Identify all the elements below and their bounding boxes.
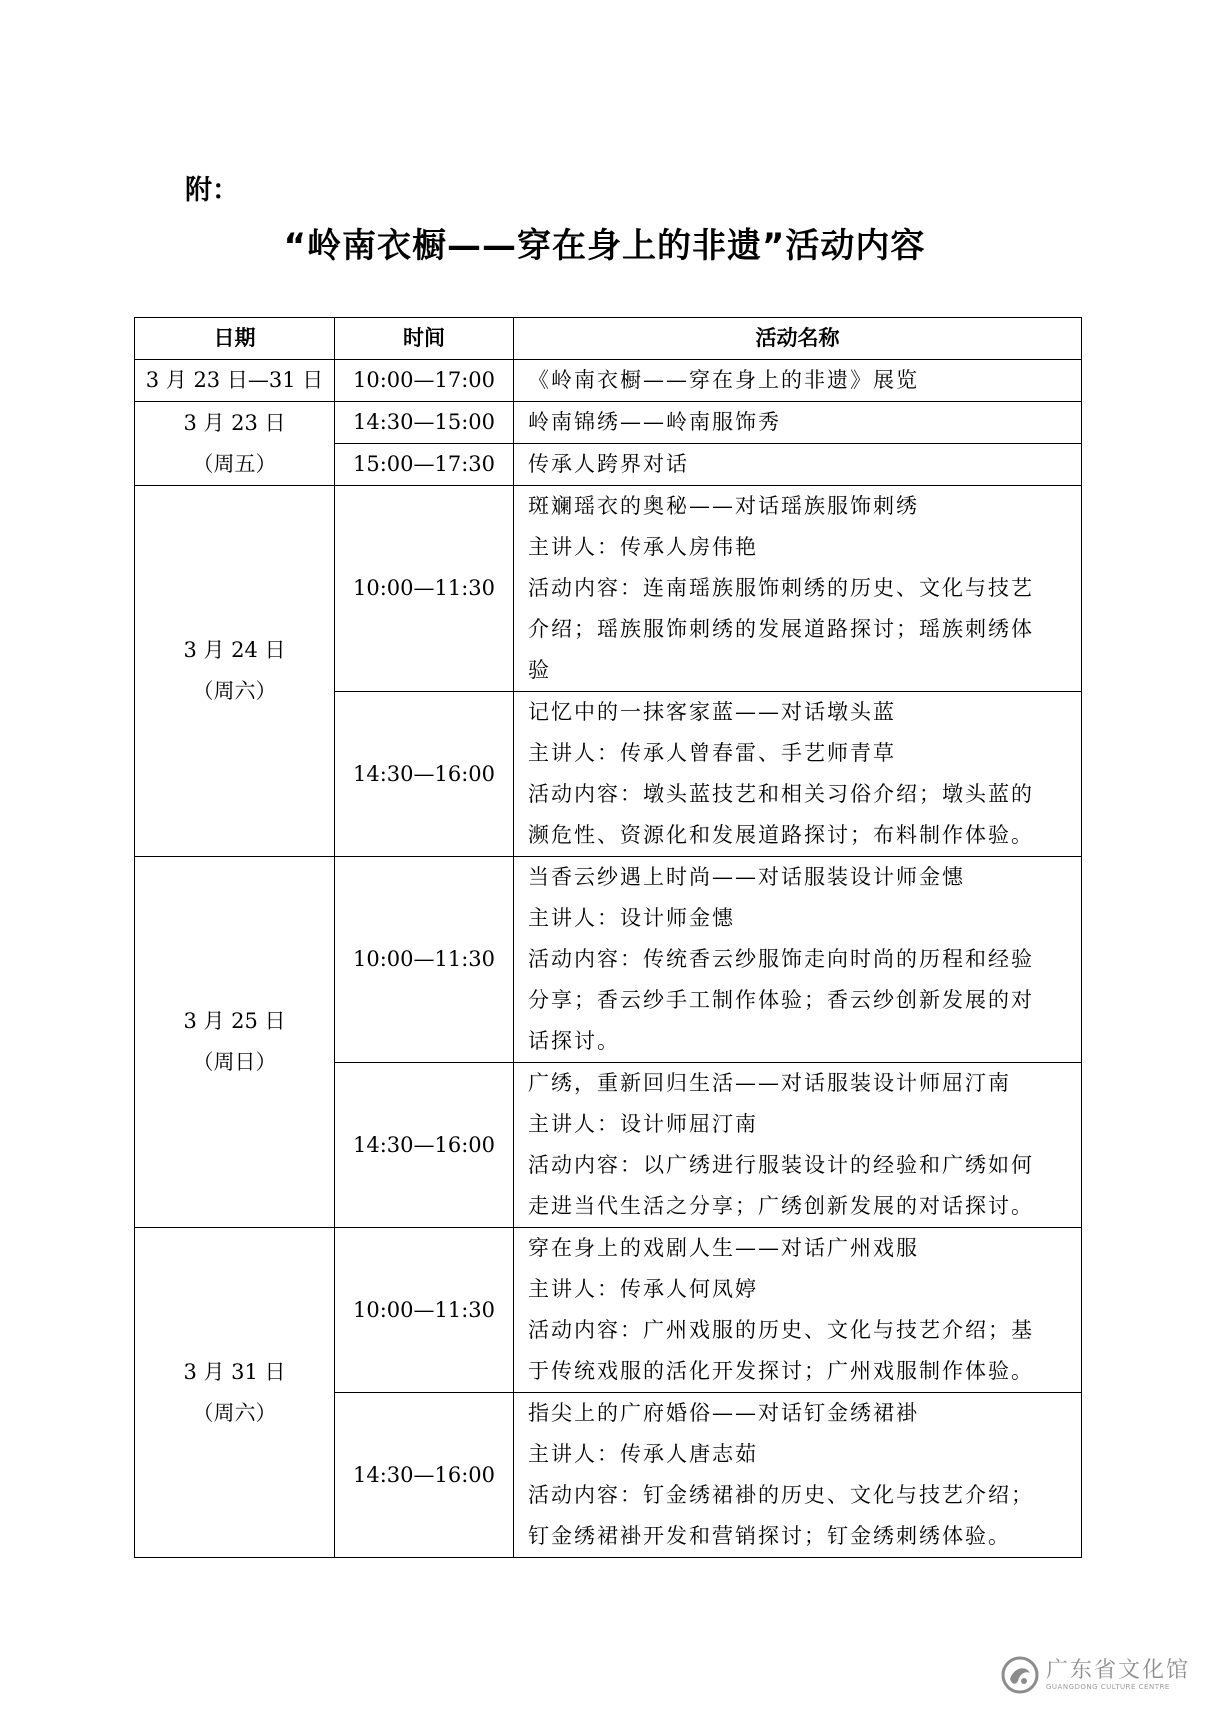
weekday-text: （周六）: [192, 679, 277, 703]
header-time: 时间: [335, 318, 514, 360]
date-text: 3 月 23 日—31 日: [145, 368, 324, 392]
activity-line: 验: [528, 658, 551, 682]
activity-line: 传承人跨界对话: [528, 452, 689, 476]
time-cell: 14:30—16:00: [335, 692, 514, 857]
activity-line: 主讲人：传承人唐志茹: [528, 1442, 758, 1466]
date-text: 3 月 25 日: [183, 1009, 286, 1033]
activity-line: 于传统戏服的活化开发探讨；广州戏服制作体验。: [528, 1359, 1034, 1383]
activity-line: 《岭南衣橱——穿在身上的非遗》展览: [528, 368, 919, 392]
page-title: “岭南衣橱——穿在身上的非遗”活动内容: [283, 226, 926, 266]
activity-line: 活动内容：传统香云纱服饰走向时尚的历程和经验: [528, 947, 1034, 971]
logo-name-en: GUANGDONG CULTURE CENTRE: [1046, 1682, 1170, 1691]
activity-line: 活动内容：钉金绣裙褂的历史、文化与技艺介绍；: [528, 1483, 1034, 1507]
date-cell: [135, 402, 335, 486]
table-row: [135, 857, 1082, 1063]
header-date: 日期: [135, 318, 335, 360]
logo-name-cn: 广东省文化馆: [1046, 1657, 1191, 1683]
activity-cell: [514, 444, 1082, 486]
activity-line: 钉金绣裙褂开发和营销探讨；钉金绣刺绣体验。: [528, 1524, 1011, 1548]
time-cell: 14:30—16:00: [335, 1063, 514, 1228]
table-row: [135, 1228, 1082, 1393]
activity-cell: [514, 486, 1082, 692]
activity-line: 广绣，重新回归生活——对话服装设计师屈汀南: [528, 1071, 1011, 1095]
logo: [1000, 1655, 1190, 1695]
activity-line: 主讲人：传承人何凤婷: [528, 1277, 758, 1301]
time-cell: 14:30—15:00: [335, 402, 514, 444]
date-cell: [135, 360, 335, 402]
table-row: [135, 486, 1082, 692]
activity-line: 活动内容：连南瑶族服饰刺绣的历史、文化与技艺: [528, 576, 1034, 600]
activity-cell: [514, 857, 1082, 1063]
weekday-text: （周日）: [192, 1050, 277, 1074]
activity-line: 记忆中的一抹客家蓝——对话墩头蓝: [528, 700, 896, 724]
activity-line: 穿在身上的戏剧人生——对话广州戏服: [528, 1236, 919, 1260]
activity-line: 话探讨。: [528, 1029, 620, 1053]
activity-cell: [514, 402, 1082, 444]
activity-line: 濒危性、资源化和发展道路探讨；布料制作体验。: [528, 823, 1034, 847]
time-cell: 14:30—16:00: [335, 1393, 514, 1558]
activity-line: 活动内容：墩头蓝技艺和相关习俗介绍；墩头蓝的: [528, 782, 1034, 806]
guangdong-culture-centre-logo-icon: [1000, 1655, 1040, 1695]
time-cell: 15:00—17:30: [335, 444, 514, 486]
date-text: 3 月 23 日: [183, 410, 286, 435]
activity-line: 主讲人：传承人房伟艳: [528, 535, 758, 559]
activity-line: 介绍；瑶族服饰刺绣的发展道路探讨；瑶族刺绣体: [528, 617, 1034, 641]
weekday-text: （周五）: [192, 451, 277, 476]
activity-line: 当香云纱遇上时尚——对话服装设计师金憓: [528, 865, 965, 889]
time-cell: 10:00—11:30: [335, 486, 514, 692]
date-cell: [135, 1228, 335, 1558]
weekday-text: （周六）: [192, 1400, 277, 1425]
activity-line: 斑斓瑶衣的奥秘——对话瑶族服饰刺绣: [528, 494, 919, 518]
activity-line: 分享；香云纱手工制作体验；香云纱创新发展的对: [528, 988, 1034, 1012]
activity-line: 指尖上的广府婚俗——对话钉金绣裙褂: [528, 1401, 919, 1425]
time-cell: 10:00—11:30: [335, 857, 514, 1063]
date-cell: [135, 486, 335, 857]
time-cell: 10:00—17:00: [335, 360, 514, 402]
attachment-prefix: 附：: [185, 175, 239, 206]
schedule-table: [134, 317, 1082, 1558]
activity-cell: [514, 360, 1082, 402]
activity-line: 岭南锦绣——岭南服饰秀: [528, 410, 781, 434]
header-activity: 活动名称: [514, 318, 1082, 360]
activity-cell: [514, 692, 1082, 857]
activity-line: 主讲人：传承人曾春雷、手艺师青草: [528, 741, 896, 765]
activity-line: 主讲人：设计师屈汀南: [528, 1112, 758, 1136]
table-row: [135, 402, 1082, 444]
schedule-body: [135, 360, 1082, 1558]
activity-line: 走进当代生活之分享；广绣创新发展的对话探讨。: [528, 1194, 1034, 1218]
activity-cell: [514, 1063, 1082, 1228]
table-header-row: [135, 318, 1082, 360]
date-cell: [135, 857, 335, 1228]
activity-cell: [514, 1228, 1082, 1393]
activity-line: 活动内容：广州戏服的历史、文化与技艺介绍；基: [528, 1318, 1034, 1342]
activity-cell: [514, 1393, 1082, 1558]
date-text: 3 月 24 日: [183, 638, 286, 662]
table-row: [135, 360, 1082, 402]
activity-line: 活动内容：以广绣进行服装设计的经验和广绣如何: [528, 1153, 1034, 1177]
time-cell: 10:00—11:30: [335, 1228, 514, 1393]
date-text: 3 月 31 日: [183, 1359, 286, 1384]
activity-line: 主讲人：设计师金憓: [528, 906, 735, 930]
